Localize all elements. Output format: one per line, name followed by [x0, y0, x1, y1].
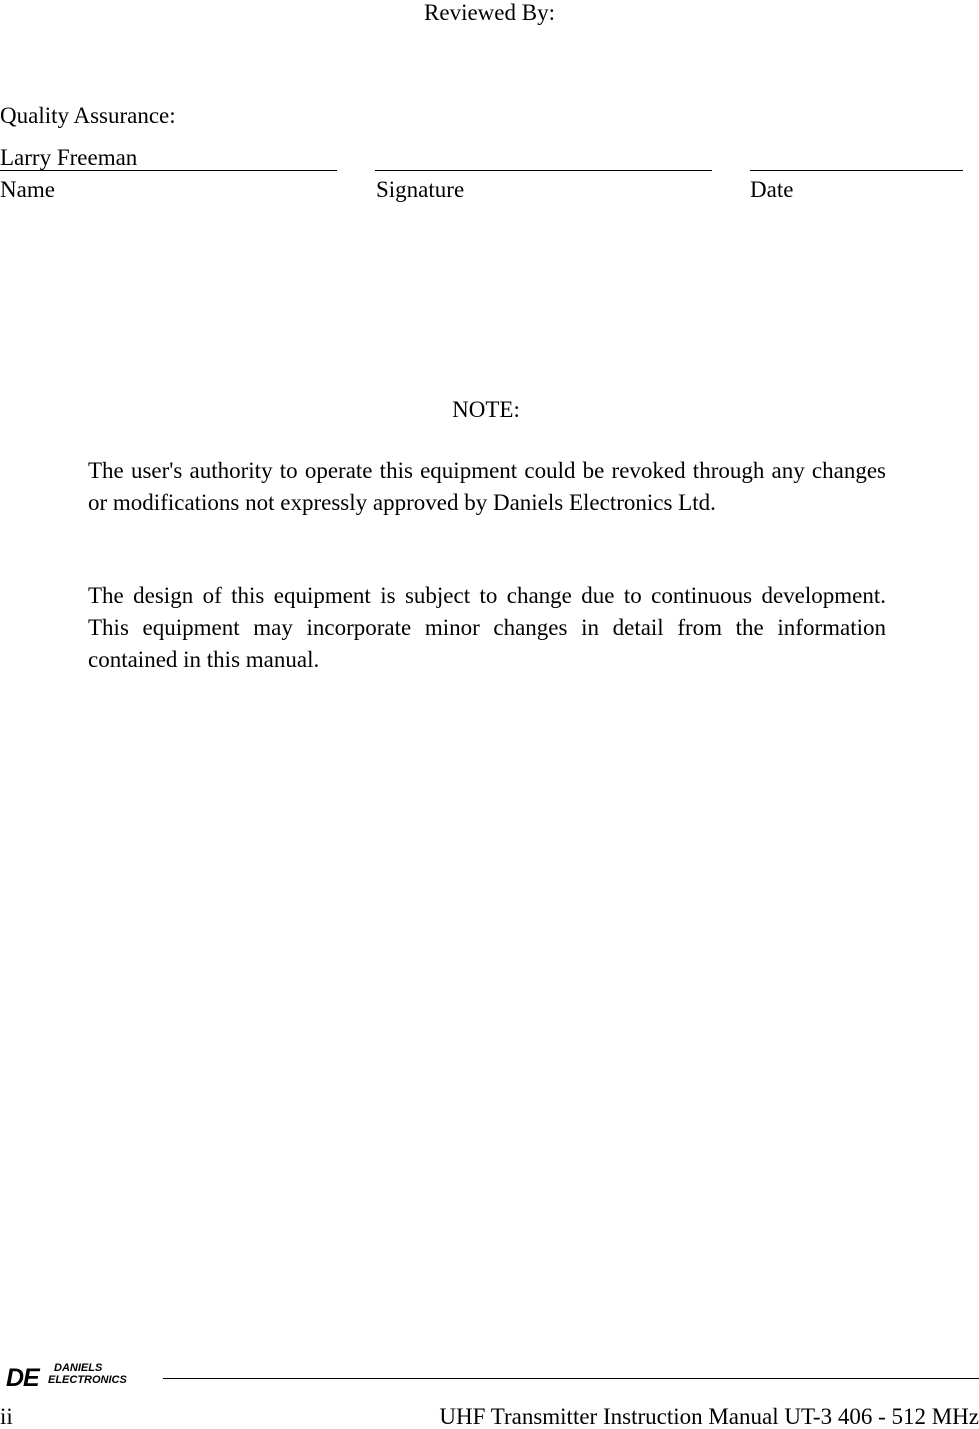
date-field[interactable] [750, 143, 963, 171]
logo-line-daniels: DANIELS [54, 1362, 103, 1374]
note-paragraph-design: The design of this equipment is subject to change due to continuous development. This equipment may incorporate minor changes in detail from the information contained in this manual. [88, 583, 886, 672]
note-paragraph-authority: The user's authority to operate this equipment could be revoked through any changes or modifications not expressly approved by Daniels Electronics Ltd. [88, 458, 886, 515]
page-number: ii [0, 1404, 13, 1429]
name-field[interactable] [0, 143, 337, 171]
signature-field[interactable] [375, 143, 712, 171]
name-value: Larry Freeman [0, 145, 138, 170]
note-title: NOTE: [452, 397, 520, 422]
signature-caption: Signature [376, 177, 465, 202]
footer-divider [163, 1378, 979, 1379]
daniels-logo-mark: DE [6, 1364, 39, 1392]
quality-assurance-label: Quality Assurance: [0, 103, 176, 128]
manual-title: UHF Transmitter Instruction Manual UT-3 406 - 512 MHz [439, 1404, 979, 1429]
name-caption: Name [0, 177, 55, 202]
date-caption: Date [750, 177, 794, 202]
reviewed-by-heading: Reviewed By: [424, 0, 555, 25]
daniels-logo-text [48, 1362, 127, 1386]
logo-line-electronics: ELECTRONICS [48, 1374, 127, 1386]
